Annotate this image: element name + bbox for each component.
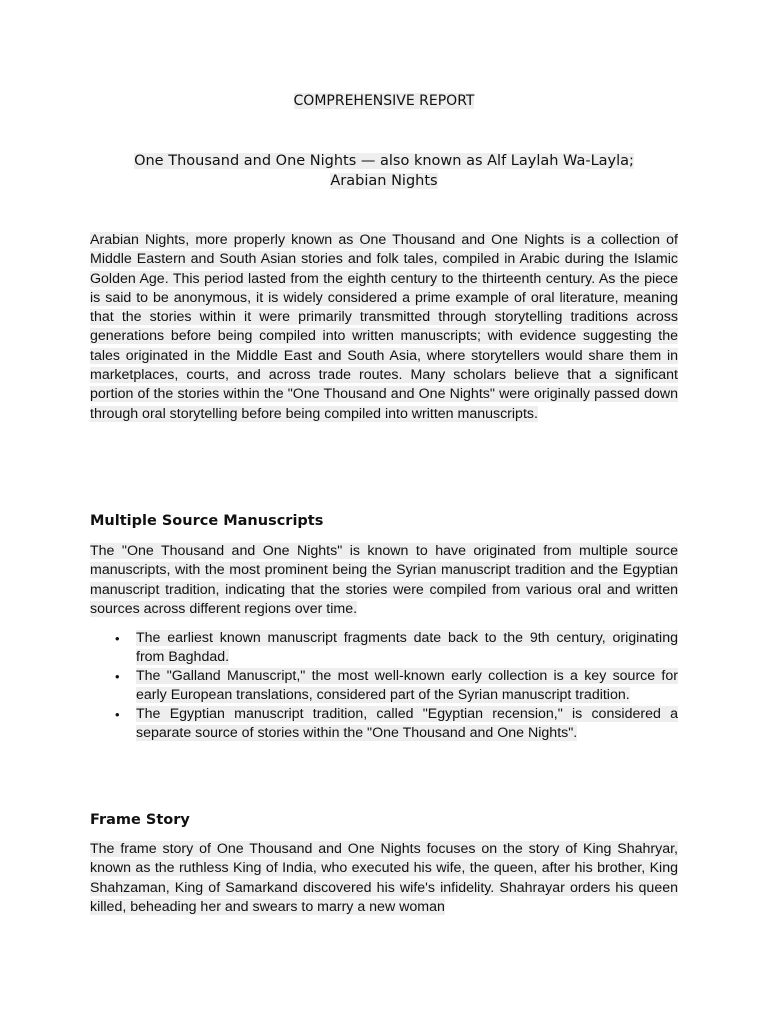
bullet-item [90, 667, 678, 705]
document-subtitle [110, 151, 658, 191]
bullet-item [90, 705, 678, 743]
frame-story-paragraph-text: The frame story of One Thousand and One Nights focuses on the story of King Shahryar, known as the ruthless King of India, who executed his wife, the queen, after his brother, King Shahzaman, King of Samarkand discovered his wife's infidelity. Shahrayar orders his queen killed, beheading her and swears to marry a new woman [90, 841, 678, 915]
frame-story-paragraph [90, 840, 678, 917]
intro-paragraph-text: Arabian Nights, more properly known as One Thousand and One Nights is a collection of Middle Eastern and South Asian stories and folk tales, compiled in Arabic during the Islamic Golden Age. This period lasted from the eighth century to the thirteenth century. As the piece is said to be anonymous, it is widely considered a prime example of oral literature, meaning that the stories within it were primarily transmitted through storytelling traditions across generations before being compiled into written manuscripts; with evidence suggesting the tales originated in the Middle East and South Asia, where storytellers would share them in marketplaces, courts, and across trade routes. Many scholars believe that a significant portion of the stories within the "One Thousand and One Nights" were originally passed down through oral storytelling before being compiled into written manuscripts. [90, 232, 678, 422]
bullet-icon: • [115, 631, 120, 646]
intro-paragraph [90, 231, 678, 424]
bullet-icon: • [115, 707, 120, 722]
bullet-icon: • [115, 669, 120, 684]
bullet-text: The Egyptian manuscript tradition, called "Egyptian recension," is considered a separate source of stories within the "One Thousand and One Nights". [136, 706, 678, 741]
manuscripts-bullet-list [90, 629, 678, 743]
section-heading-manuscripts: Multiple Source Manuscripts [90, 513, 324, 529]
report-title [0, 91, 768, 111]
bullet-text: The "Galland Manuscript," the most well-known early collection is a key source for early European translations, considered part of the Syrian manuscript tradition. [136, 668, 678, 703]
report-title-text: COMPREHENSIVE REPORT [293, 93, 475, 109]
bullet-text: The earliest known manuscript fragments date back to the 9th century, originating from Baghdad. [136, 630, 678, 665]
section-heading-frame-story: Frame Story [90, 812, 190, 828]
manuscripts-paragraph [90, 542, 678, 619]
document-subtitle-text: One Thousand and One Nights — also known as Alf Laylah Wa-Layla; Arabian Nights [134, 153, 634, 189]
manuscripts-paragraph-text: The "One Thousand and One Nights" is known to have originated from multiple source manuscripts, with the most prominent being the Syrian manuscript tradition and the Egyptian manuscript tradition, indicating that the stories were compiled from various oral and written sources across different regions over time. [90, 543, 678, 617]
bullet-item [90, 629, 678, 667]
